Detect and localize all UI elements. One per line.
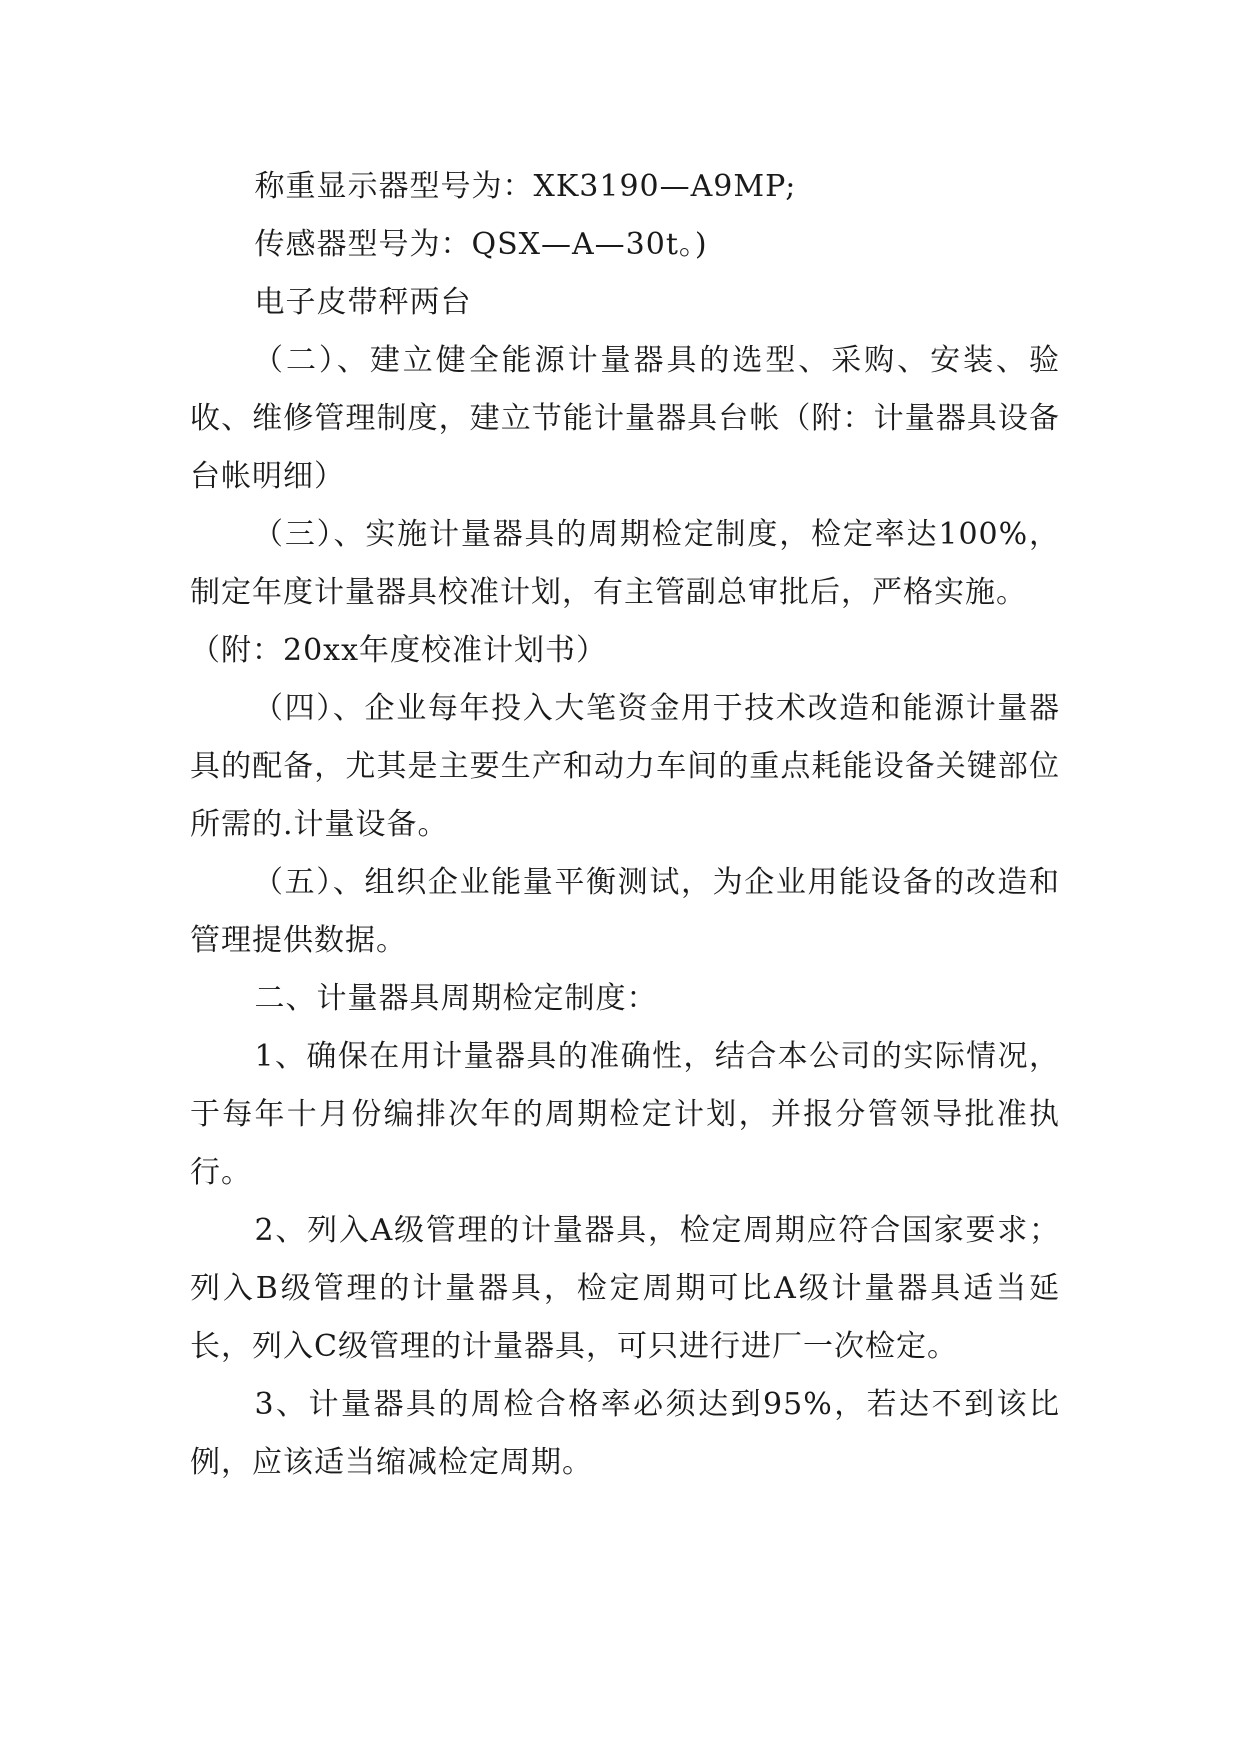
paragraph-item-3: （三）、实施计量器具的周期检定制度，检定率达100%，制定年度计量器具校准计划，有主管副总审批后，严格实施。 [190, 517, 1060, 610]
paragraph-item-4: （四）、企业每年投入大笔资金用于技术改造和能源计量器具的配备，尤其是主要生产和动力车间的重点耗能设备关键部位所需的.计量设备。 [190, 691, 1060, 842]
paragraph-rule-1: 1、确保在用计量器具的准确性，结合本公司的实际情况，于每年十月份编排次年的周期检定计划，并报分管领导批准执行。 [190, 1039, 1060, 1190]
paragraph-item-3-attachment: （附：20xx年度校准计划书） [190, 633, 608, 668]
paragraph-sensor-model: 传感器型号为：QSX—A—30t。) [254, 227, 708, 262]
paragraph-rule-2: 2、列入A级管理的计量器具，检定周期应符合国家要求；列入B级管理的计量器具，检定周期可比A级计量器具适当延长，列入C级管理的计量器具，可只进行进厂一次检定。 [190, 1213, 1060, 1364]
paragraph-item-5: （五）、组织企业能量平衡测试，为企业用能设备的改造和管理提供数据。 [190, 865, 1060, 958]
paragraph-belt-scale: 电子皮带秤两台 [254, 285, 472, 320]
paragraph-rule-3: 3、计量器具的周检合格率必须达到95%，若达不到该比例，应该适当缩减检定周期。 [190, 1387, 1060, 1480]
paragraph-display-model: 称重显示器型号为：XK3190—A9MP; [254, 169, 797, 204]
paragraph-item-2: （二）、建立健全能源计量器具的选型、采购、安装、验收、维修管理制度，建立节能计量器具台帐（附：计量器具设备台帐明细） [190, 343, 1060, 494]
document-body [190, 158, 1060, 1492]
section-heading-periodic-verification: 二、计量器具周期检定制度： [254, 981, 658, 1016]
